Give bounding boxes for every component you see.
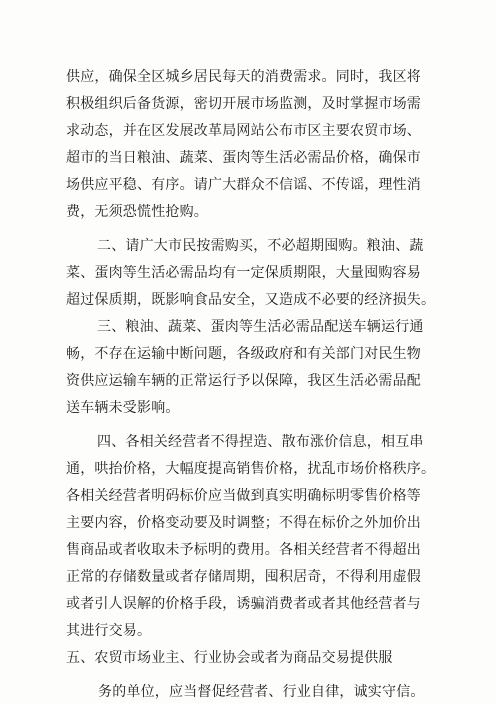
paragraph-4-line-3: 各相关经营者明码标价应当做到真实明确标明零售价格等 <box>66 488 421 504</box>
paragraph-1-line-2: 积极组织后备货源，密切开展市场监测，及时掌握市场需 <box>66 96 421 112</box>
paragraph-5-line-2: 务的单位，应当督促经营者、行业自律，诚实守信。 <box>98 684 425 700</box>
paragraph-4-line-2: 通，哄抬价格，大幅度提高销售价格，扰乱市场价格秩序。 <box>66 461 436 477</box>
paragraph-2-line-3: 超过保质期，既影响食品安全，又造成不必要的经济损失。 <box>66 292 436 308</box>
paragraph-1-line-1: 供应，确保全区城乡居民每天的消费需求。同时，我区将 <box>66 69 421 85</box>
paragraph-3-line-3: 资供应运输车辆的正常运行予以保障，我区生活必需品配 <box>66 373 421 389</box>
paragraph-2-line-1: 二、请广大市民按需购买，不必超期囤购。粮油、蔬 <box>97 238 424 254</box>
paragraph-3-line-2: 畅，不存在运输中断问题，各级政府和有关部门对民生物 <box>66 346 421 362</box>
paragraph-1-line-5: 场供应平稳、有序。请广大群众不信谣、不传谣，理性消 <box>66 177 421 193</box>
paragraph-4-line-1: 四、各相关经营者不得捏造、散布涨价信息，相互串 <box>97 434 424 450</box>
paragraph-1-line-6: 费，无须恐慌性抢购。 <box>66 204 208 220</box>
paragraph-2-line-2: 菜、蛋肉等生活必需品均有一定保质期限，大量囤购容易 <box>66 265 421 281</box>
paragraph-5-line-1: 五、农贸市场业主、行业协会或者为商品交易提供服 <box>66 650 393 666</box>
paragraph-4-line-8: 其进行交易。 <box>66 623 152 639</box>
paragraph-1-line-3: 求动态，并在区发展改革局网站公布市区主要农贸市场、 <box>66 123 421 139</box>
paragraph-4-line-5: 售商品或者收取未予标明的费用。各相关经营者不得超出 <box>66 542 421 558</box>
paragraph-3-line-4: 送车辆未受影响。 <box>66 400 180 416</box>
paragraph-4-line-6: 正常的存储数量或者存储周期，囤积居奇，不得利用虚假 <box>66 569 421 585</box>
paragraph-4-line-4: 主要内容，价格变动要及时调整；不得在标价之外加价出 <box>66 515 421 531</box>
paragraph-4-line-7: 或者引人误解的价格手段，诱骗消费者或者其他经营者与 <box>66 596 421 612</box>
paragraph-1-line-4: 超市的当日粮油、蔬菜、蛋肉等生活必需品价格，确保市 <box>66 150 421 166</box>
paragraph-3-line-1: 三、粮油、蔬菜、蛋肉等生活必需品配送车辆运行通 <box>97 319 424 335</box>
